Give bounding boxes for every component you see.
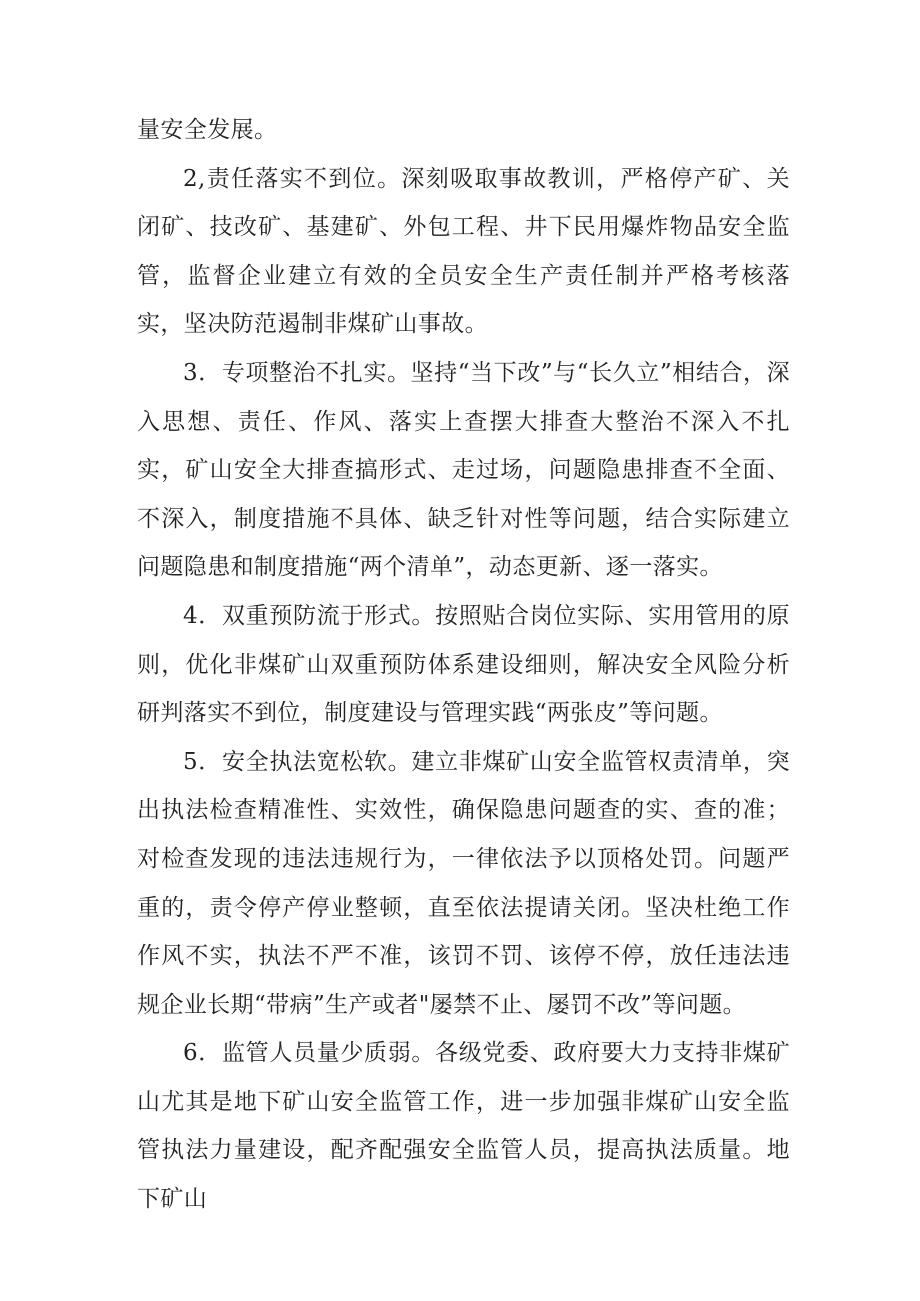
paragraph-item-6: 6．监管人员量少质弱。各级党委、政府要大力支持非煤矿山尤其是地下矿山安全监管工作，进一步加强非煤矿山安全监管执法力量建设，配齐配强安全监管人员，提高执法质量。地下矿山 xyxy=(137,1040,790,1213)
paragraph-item-4: 4．双重预防流于形式。按照贴合岗位实际、实用管用的原则，优化非煤矿山双重预防体系建设细则，解决安全风险分析研判落实不到位，制度建设与管理实践“两张皮”等问题。 xyxy=(137,602,790,727)
body-text xyxy=(137,106,790,1224)
paragraph-item-3: 3．专项整治不扎实。坚持“当下改”与“长久立”相结合，深入思想、责任、作风、落实上查摆大排查大整治不深入不扎实，矿山安全大排查搞形式、走过场，问题隐患排查不全面、不深入，制度措施不具体、缺乏针对性等问题，结合实际建立问题隐患和制度措施“两个清单”，动态更新、逐一落实。 xyxy=(137,359,790,581)
paragraph-item-2: 2,责任落实不到位。深刻吸取事故教训，严格停产矿、关闭矿、技改矿、基建矿、外包工程、井下民用爆炸物品安全监管，监督企业建立有效的全员安全生产责任制并严格考核落实，坚决防范遏制非煤矿山事故。 xyxy=(137,165,790,338)
paragraph-continuation: 量安全发展。 xyxy=(137,117,278,143)
paragraph-item-5: 5．安全执法宽松软。建立非煤矿山安全监管权责清单，突出执法检查精准性、实效性，确保隐患问题查的实、查的准；对检查发现的违法违规行为，一律依法予以顶格处罚。问题严重的，责令停产停业整顿，直至依法提请关闭。坚决杜绝工作作风不实，执法不严不准，该罚不罚、该停不停，放任违法违规企业长期“带病”生产或者"屡禁不止、屡罚不改”等问题。 xyxy=(137,748,790,1018)
